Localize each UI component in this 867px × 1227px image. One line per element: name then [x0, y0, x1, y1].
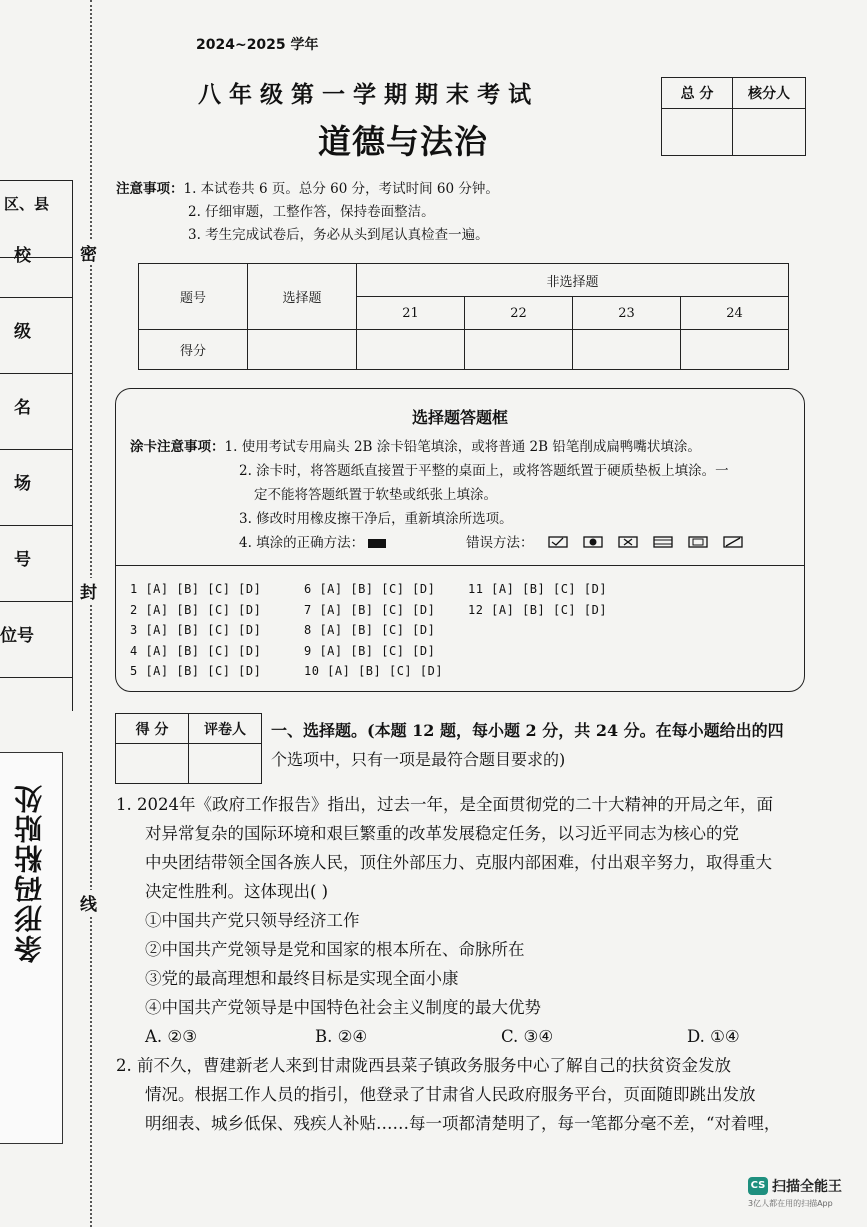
- answer-row[interactable]: 5 [A] [B] [C] [D]: [130, 664, 262, 678]
- field-label: 场: [14, 474, 31, 494]
- answer-row[interactable]: 2 [A] [B] [C] [D]: [130, 602, 262, 617]
- nonchoice-header: 非选择题: [357, 264, 789, 297]
- section-score-cell[interactable]: [116, 744, 189, 784]
- field-label: 校: [14, 246, 31, 266]
- field-seat: [0, 601, 72, 678]
- fill-note: 1. 使用考试专用扁头 2B 涂卡铅笔填涂，或将普通 2B 铅笔削成扁鸭嘴状填涂。: [224, 439, 701, 455]
- note-item: 2. 仔细审题，工整作答，保持卷面整洁。: [188, 204, 435, 220]
- q1-stem-line: 中央团结带领全国各族人民，顶住外部压力、克服内部困难，付出艰辛努力，取得重大: [145, 853, 772, 872]
- q1-option-d[interactable]: D. ①④: [687, 1027, 740, 1046]
- student-info-strip: [0, 180, 73, 711]
- fill-notes-label: 涂卡注意事项：: [130, 439, 225, 455]
- exam-title: 八 年 级 第 一 学 期 期 末 考 试: [198, 81, 532, 108]
- question-1: [116, 790, 816, 1051]
- checker-label: 核分人: [733, 78, 806, 109]
- score-cell[interactable]: [465, 330, 573, 370]
- section-score-label: 得 分: [116, 714, 189, 744]
- answer-row[interactable]: 8 [A] [B] [C] [D]: [304, 623, 436, 637]
- q1-statement: ④中国共产党领导是中国特色社会主义制度的最大优势: [145, 998, 541, 1017]
- q1-statement: ②中国共产党领导是党和国家的根本所在、命脉所在: [145, 940, 525, 959]
- answer-row[interactable]: 4 [A] [B] [C] [D]: [130, 643, 262, 658]
- seal-char-mi: 密: [80, 240, 97, 265]
- total-score-table: [661, 77, 806, 156]
- wrong-fill-examples-icon: [548, 534, 758, 550]
- fill-note: 3. 修改时用橡皮擦干净后，重新填涂所选项。: [239, 511, 513, 527]
- score-cell[interactable]: [357, 330, 465, 370]
- answer-row[interactable]: 6 [A] [B] [C] [D]: [304, 582, 436, 596]
- field-room: [0, 449, 72, 526]
- answer-column-2: [304, 579, 443, 682]
- section-score-table: [115, 713, 262, 784]
- answer-column-1: [130, 579, 261, 682]
- q1-option-b[interactable]: B. ②④: [315, 1027, 368, 1046]
- answer-row[interactable]: 1 [A] [B] [C] [D]: [130, 582, 262, 596]
- section-grader-label: 评卷人: [189, 714, 262, 744]
- note-item: 1. 本试卷共 6 页。总分 60 分，考试时间 60 分钟。: [183, 181, 499, 197]
- school-year: 2024~2025 学年: [196, 37, 319, 53]
- q1-options: [116, 1022, 816, 1051]
- fill-note: 4. 填涂的正确方法：: [239, 535, 365, 551]
- answer-row[interactable]: 7 [A] [B] [C] [D]: [304, 602, 436, 617]
- seal-line: [90, 0, 92, 1227]
- answer-row[interactable]: 9 [A] [B] [C] [D]: [304, 643, 436, 658]
- answer-box-divider: [116, 565, 804, 566]
- col-23: 23: [573, 297, 681, 330]
- field-label: 级: [14, 322, 31, 342]
- field-label: 号: [14, 550, 31, 570]
- field-school: [0, 221, 72, 298]
- q1-stem-line: 对异常复杂的国际环境和艰巨繁重的改革发展稳定任务，以习近平同志为核心的党: [145, 824, 739, 843]
- choice-header: 选择题: [248, 264, 357, 330]
- q2-stem-line: 2. 前不久，曹建新老人来到甘肃陇西县菜子镇政务服务中心了解自己的扶贫资金发放: [116, 1056, 731, 1075]
- barcode-area: [0, 752, 63, 1144]
- answer-sheet-box: [115, 388, 805, 692]
- field-label: 名: [14, 398, 31, 418]
- field-class: [0, 297, 72, 374]
- field-number: [0, 525, 72, 602]
- camscanner-logo-icon: CS: [748, 1177, 768, 1195]
- scanner-watermark: [748, 1176, 842, 1209]
- subject-title: 道德与法治: [318, 122, 488, 161]
- col-24: 24: [681, 297, 789, 330]
- field-name: [0, 373, 72, 450]
- field-label: 区、县: [4, 195, 50, 213]
- answer-column-3: [468, 579, 607, 620]
- score-cell[interactable]: [573, 330, 681, 370]
- correct-fill-icon: [368, 539, 386, 548]
- notes-label: 注意事项：: [116, 181, 184, 197]
- score-table: [138, 263, 789, 370]
- question-2: [116, 1051, 816, 1138]
- barcode-label: 条形码粘贴处: [13, 783, 46, 963]
- watermark-tagline: 3亿人都在用的扫描App: [748, 1199, 833, 1208]
- q2-stem-line: 情况。根据工作人员的指引，他登录了甘肃省人民政府服务平台，页面随即跳出发放: [145, 1085, 756, 1104]
- qnum-header: 题号: [139, 264, 248, 330]
- answer-row[interactable]: 3 [A] [B] [C] [D]: [130, 623, 262, 637]
- watermark-app-name: 扫描全能王: [772, 1179, 842, 1195]
- section-heading-line: 一、选择题。(本题 12 题，每小题 2 分，共 24 分。在每小题给出的四: [271, 721, 784, 740]
- seal-char-feng: 封: [80, 578, 97, 603]
- q1-statement: ③党的最高理想和最终目标是实现全面小康: [145, 969, 459, 988]
- answer-row[interactable]: 12 [A] [B] [C] [D]: [468, 602, 608, 617]
- field-label: 位号: [0, 626, 34, 646]
- wrong-method-label: 错误方法：: [466, 535, 534, 551]
- section-grader-cell[interactable]: [189, 744, 262, 784]
- col-21: 21: [357, 297, 465, 330]
- answer-row[interactable]: 10 [A] [B] [C] [D]: [304, 664, 444, 678]
- col-22: 22: [465, 297, 573, 330]
- q1-statement: ①中国共产党只领导经济工作: [145, 911, 360, 930]
- wrong-fill-icons: [548, 534, 758, 558]
- q2-stem-line: 明细表、城乡低保、残疾人补贴……每一项都清楚明了，每一笔都分毫不差，“对着哩，: [145, 1114, 781, 1133]
- answer-box-title: 选择题答题框: [411, 408, 508, 427]
- q1-option-a[interactable]: A. ②③: [145, 1027, 197, 1046]
- fill-note: 2. 涂卡时，将答题纸直接置于平整的桌面上，或将答题纸置于硬质垫板上填涂。一: [239, 463, 729, 479]
- score-row-label: 得分: [139, 330, 248, 370]
- section-heading-line: 个选项中，只有一项是最符合题目要求的): [271, 750, 566, 769]
- total-label: 总 分: [662, 78, 733, 109]
- q1-stem-line: 1. 2024年《政府工作报告》指出，过去一年，是全面贯彻党的二十大精神的开局之年，面: [116, 795, 773, 814]
- notes: [116, 178, 499, 247]
- answer-row[interactable]: 11 [A] [B] [C] [D]: [468, 582, 608, 596]
- fill-notes: [130, 435, 800, 555]
- q1-option-c[interactable]: C. ③④: [501, 1027, 554, 1046]
- total-cell[interactable]: [662, 109, 733, 156]
- score-cell[interactable]: [248, 330, 357, 370]
- fill-note: 定不能将答题纸置于软垫或纸张上填涂。: [254, 487, 497, 503]
- seal-char-xian: 线: [80, 890, 97, 915]
- score-cell[interactable]: [681, 330, 789, 370]
- q1-stem-line: 决定性胜利。这体现出( ): [145, 882, 329, 901]
- checker-cell[interactable]: [733, 109, 806, 156]
- section-heading: [271, 716, 784, 774]
- note-item: 3. 考生完成试卷后，务必从头到尾认真检查一遍。: [188, 227, 489, 243]
